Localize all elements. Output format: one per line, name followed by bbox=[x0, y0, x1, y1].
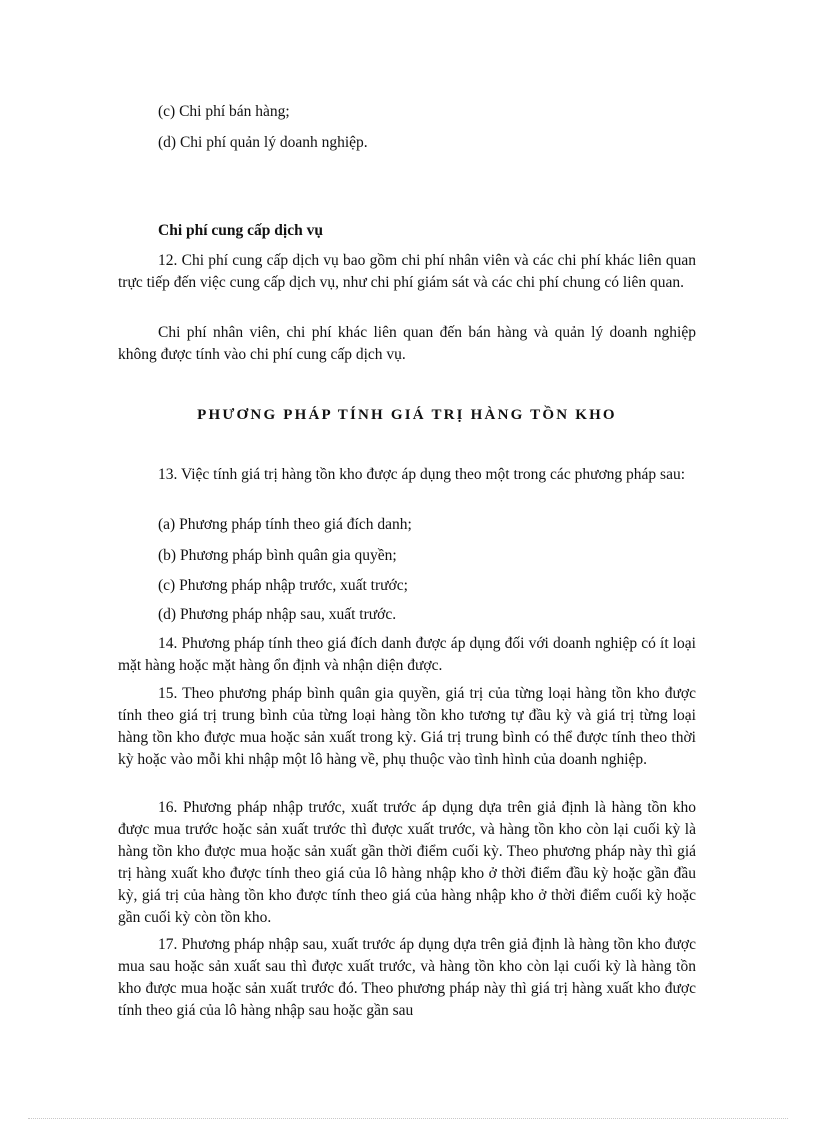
page-bottom-rule bbox=[28, 1118, 788, 1119]
method-item: (d) Phương pháp nhập sau, xuất trước. bbox=[158, 606, 397, 623]
paragraph-17: 17. Phương pháp nhập sau, xuất trước áp dụng dựa trên giả định là hàng tồn kho được mua sau hoặc sản xuất sau thì được xuất trước, và hàng tồn kho còn lại cuối kỳ là hàng tồn kho được mua hoặc sản xuất trước đó. Theo phương pháp này thì giá trị hàng xuất kho được tính theo giá của lô hàng nhập sau hoặc gần sau bbox=[118, 936, 696, 1019]
method-item: (c) Phương pháp nhập trước, xuất trước; bbox=[158, 577, 408, 594]
paragraph-16: 16. Phương pháp nhập trước, xuất trước áp dụng dựa trên giả định là hàng tồn kho được mua trước hoặc sản xuất trước thì được xuất trước, và hàng tồn kho còn lại cuối kỳ là hàng tồn kho được mua hoặc sản xuất gần thời điểm cuối kỳ. Theo phương pháp này thì giá trị hàng xuất kho được tính theo giá của lô hàng nhập kho ở thời điểm đầu kỳ hoặc gần đầu kỳ, giá trị của hàng tồn kho được tính theo giá của hàng nhập kho ở thời điểm cuối kỳ hoặc gần cuối kỳ còn tồn kho. bbox=[118, 799, 696, 926]
list-item-c: (c) Chi phí bán hàng; bbox=[158, 103, 290, 120]
list-item-d: (d) Chi phí quản lý doanh nghiệp. bbox=[158, 134, 368, 151]
paragraph-13: 13. Việc tính giá trị hàng tồn kho được áp dụng theo một trong các phương pháp sau: bbox=[158, 466, 686, 483]
subheading-service-cost: Chi phí cung cấp dịch vụ bbox=[158, 222, 323, 239]
paragraph-15: 15. Theo phương pháp bình quân gia quyền, giá trị của từng loại hàng tồn kho được tính theo giá trị trung bình của từng loại hàng tồn kho tương tự đầu kỳ và giá trị từng loại hàng tồn kho được mua hoặc sản xuất trong kỳ. Giá trị trung bình có thể được tính theo thời kỳ hoặc vào mỗi khi nhập một lô hàng về, phụ thuộc vào tình hình của doanh nghiệp. bbox=[118, 685, 696, 768]
section-title: PHƯƠNG PHÁP TÍNH GIÁ TRỊ HÀNG TỒN KHO bbox=[197, 407, 617, 423]
paragraph-14: 14. Phương pháp tính theo giá đích danh được áp dụng đối với doanh nghiệp có ít loại mặt hàng hoặc mặt hàng ổn định và nhận diện được. bbox=[118, 635, 696, 674]
method-item: (b) Phương pháp bình quân gia quyền; bbox=[158, 547, 397, 564]
paragraph-12: 12. Chi phí cung cấp dịch vụ bao gồm chi phí nhân viên và các chi phí khác liên quan trực tiếp đến việc cung cấp dịch vụ, như chi phí giám sát và các chi phí chung có liên quan. bbox=[118, 252, 696, 291]
paragraph-12b: Chi phí nhân viên, chi phí khác liên quan đến bán hàng và quản lý doanh nghiệp không được tính vào chi phí cung cấp dịch vụ. bbox=[118, 324, 696, 363]
method-item: (a) Phương pháp tính theo giá đích danh; bbox=[158, 516, 412, 533]
